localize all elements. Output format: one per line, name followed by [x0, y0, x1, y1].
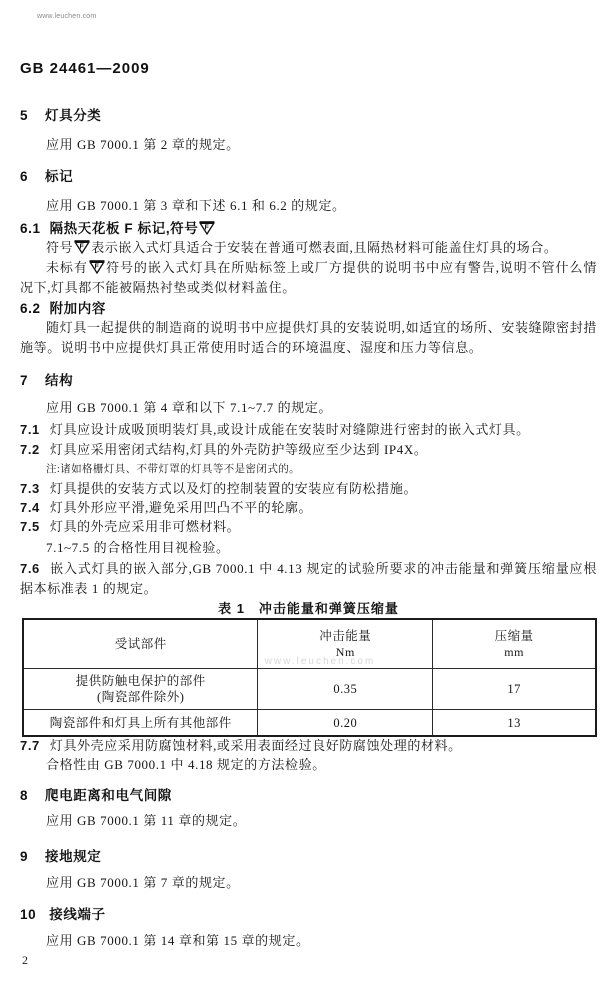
section-7-heading	[20, 369, 73, 389]
section-number: 8	[20, 788, 29, 803]
section-number: 6.2	[20, 301, 41, 316]
svg-text:F: F	[94, 263, 100, 271]
section-number: 5	[20, 108, 29, 123]
svg-text:F: F	[204, 224, 210, 232]
section-title: 隔热天花板 F 标记,符号	[49, 221, 199, 236]
clause-number: 7.5	[20, 519, 40, 534]
section-number: 6	[20, 169, 29, 184]
clause-7-3	[20, 479, 417, 499]
clause-7-2-note: 注:诸如格栅灯具、不带灯罩的灯具等不是密闭式的。	[46, 464, 301, 475]
section-9-paragraph: 应用 GB 7000.1 第 7 章的规定。	[46, 875, 240, 890]
section-6-heading	[20, 165, 73, 185]
section-8-paragraph: 应用 GB 7000.1 第 11 章的规定。	[46, 813, 247, 828]
section-10-heading	[20, 903, 106, 923]
clause-text: 灯具应设计成吸顶明装灯具,或设计成能在安装时对缝隙进行密封的嵌入式灯具。	[49, 422, 530, 437]
cell-part: 陶瓷部件和灯具上所有其他部件	[23, 710, 258, 737]
clause-text: 灯具外壳应采用防腐蚀材料,或采用表面经过良好防腐蚀处理的材料。	[49, 738, 462, 753]
clause-7-6	[20, 559, 597, 599]
text: 符号的嵌入式灯具在所贴标签上或厂方提供的说明书中应有警告,说明不管什么情况下,灯具都不能被隔热衬垫或类似材料盖住。	[20, 260, 597, 295]
section-5-paragraph: 应用 GB 7000.1 第 2 章的规定。	[46, 137, 240, 152]
clause-text: 灯具应采用密闭式结构,灯具的外壳防护等级应至少达到 IP4X。	[49, 442, 428, 457]
part-line: (陶瓷部件除外)	[97, 690, 185, 704]
section-title: 附加内容	[49, 301, 106, 316]
header-cell-part: 受试部件	[23, 619, 258, 669]
clause-7-1	[20, 420, 530, 440]
table-row	[23, 710, 596, 737]
table-1-caption: 表 1 冲击能量和弹簧压缩量	[218, 601, 399, 616]
header-unit: Nm	[335, 645, 355, 659]
header-label: 冲击能量	[319, 629, 372, 643]
clause-text: 灯具的外壳应采用非可燃材料。	[49, 519, 241, 534]
section-number: 7	[20, 373, 29, 388]
clause-number: 7.3	[20, 481, 40, 496]
center-watermark: www.leuchen.com	[264, 656, 376, 667]
site-watermark: www.leuchen.com	[37, 13, 97, 20]
text: 符号	[46, 240, 74, 255]
clause-7-4	[20, 498, 312, 518]
clause-7-7-extra: 合格性由 GB 7000.1 中 4.18 规定的方法检验。	[46, 757, 326, 772]
clause-text: 灯具提供的安装方式以及灯的控制装置的安装应有防松措施。	[49, 481, 418, 496]
cell-part	[23, 669, 258, 710]
section-9-heading	[20, 845, 101, 865]
part-line: 提供防触电保护的部件	[75, 674, 206, 688]
clause-number: 7.1	[20, 422, 40, 437]
clause-7-7	[20, 736, 462, 756]
section-title: 结构	[45, 373, 74, 388]
text: 表示嵌入式灯具适合于安装在普通可燃表面,且隔热材料可能盖住灯具的场合。	[91, 240, 558, 255]
header-unit: mm	[504, 645, 524, 659]
section-title: 标记	[45, 169, 74, 184]
cell-compression: 13	[433, 710, 596, 737]
f-in-triangle-icon	[199, 221, 215, 235]
cell-impact-energy: 0.20	[258, 710, 433, 737]
page-number: 2	[22, 953, 28, 967]
svg-text:F: F	[79, 243, 85, 251]
clause-number: 7.7	[20, 738, 40, 753]
clause-text: 嵌入式灯具的嵌入部分,GB 7000.1 中 4.13 规定的试验所要求的冲击能量和弹簧压缩量应根据本标准表 1 的规定。	[20, 561, 597, 596]
section-6-1-heading	[20, 217, 216, 237]
section-number: 9	[20, 849, 29, 864]
section-10-paragraph: 应用 GB 7000.1 第 14 章和第 15 章的规定。	[46, 933, 310, 948]
clause-7-2	[20, 440, 427, 460]
section-5-heading	[20, 104, 101, 124]
table-row	[23, 669, 596, 710]
section-8-heading	[20, 784, 172, 804]
section-title: 灯具分类	[45, 108, 102, 123]
section-6-1-paragraph-1	[46, 238, 557, 258]
clause-number: 7.2	[20, 442, 40, 457]
cell-compression: 17	[433, 669, 596, 710]
section-title: 爬电距离和电气间隙	[45, 788, 172, 803]
section-title: 接地规定	[45, 849, 102, 864]
clause-text: 灯具外形应平滑,避免采用凹凸不平的轮廓。	[49, 500, 313, 515]
clause-7-5	[20, 517, 240, 537]
section-6-paragraph: 应用 GB 7000.1 第 3 章和下述 6.1 和 6.2 的规定。	[46, 198, 346, 213]
f-in-triangle-icon	[89, 260, 105, 274]
text: 未标有	[46, 260, 88, 275]
clause-7-5-extra: 7.1~7.5 的合格性用目视检验。	[46, 540, 230, 555]
doc-number: GB 24461—2009	[20, 60, 150, 77]
section-number: 10	[20, 907, 37, 922]
cell-impact-energy: 0.35	[258, 669, 433, 710]
clause-number: 7.6	[20, 561, 40, 576]
section-6-2-heading	[20, 297, 106, 317]
header-label: 压缩量	[494, 629, 534, 643]
section-6-1-paragraph-2	[20, 258, 597, 298]
table-1	[22, 618, 597, 737]
clause-number: 7.4	[20, 500, 40, 515]
section-title: 接线端子	[49, 907, 106, 922]
f-in-triangle-icon	[74, 240, 90, 254]
section-number: 6.1	[20, 221, 41, 236]
section-6-2-paragraph: 随灯具一起提供的制造商的说明书中应提供灯具的安装说明,如适宜的场所、安装缝隙密封措施等。说明书中应提供灯具正常使用时适合的环境温度、湿度和压力等信息。	[20, 320, 597, 355]
section-7-paragraph: 应用 GB 7000.1 第 4 章和以下 7.1~7.7 的规定。	[46, 400, 332, 415]
